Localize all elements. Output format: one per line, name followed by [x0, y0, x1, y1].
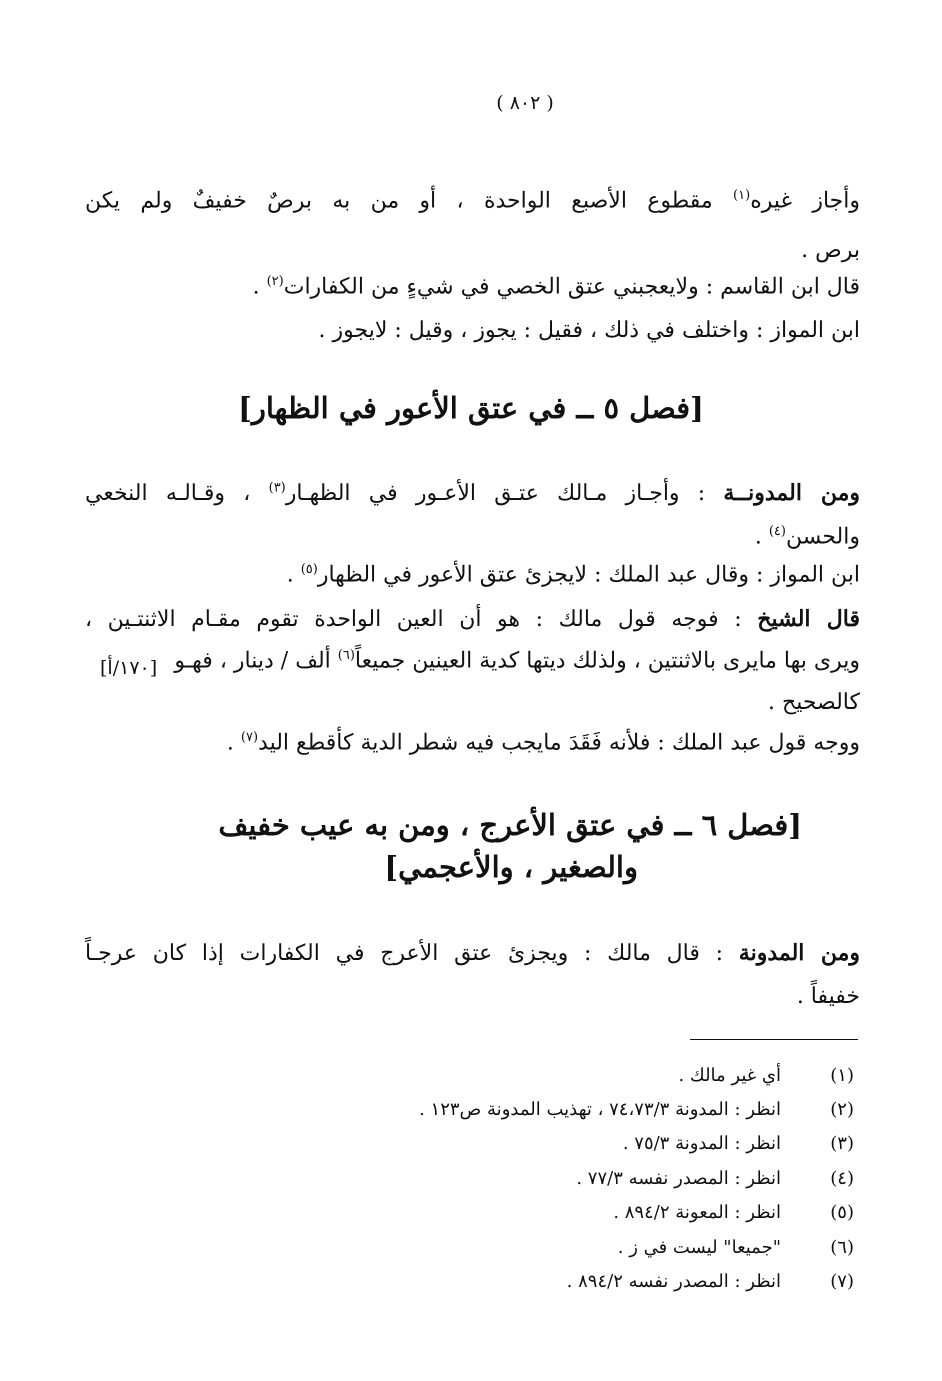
footnote-ref: (٤)	[768, 524, 786, 539]
text: .	[286, 562, 301, 588]
footnote	[613, 1202, 854, 1223]
footnote	[678, 1065, 854, 1086]
text: والحسن	[785, 524, 860, 550]
body-line	[85, 480, 860, 507]
footnote-ref: (٥)	[300, 562, 318, 577]
bold-lead: ومن المدونة	[738, 940, 860, 966]
footnote-text: انظر : المدونة ٧٥/٣ .	[622, 1133, 781, 1154]
footnote-text: "جميعا" ليست في ز .	[617, 1237, 781, 1258]
footnote	[618, 1237, 854, 1258]
text: مقطوع الأصبع الواحدة ، أو من به برصٌ خفيفٌ ولم يكن	[85, 188, 734, 214]
footnote-ref: (٧)	[240, 730, 259, 745]
footnote-number: (١)	[830, 1065, 854, 1086]
body-line	[801, 238, 860, 264]
footnote-number: (٢)	[830, 1099, 854, 1120]
text: ، وقـالـه النخعي	[85, 481, 269, 506]
page-number: ( ٨٠٢ )	[496, 92, 554, 114]
footnote-text: انظر : المعونة ٨٩٤/٢ .	[613, 1202, 781, 1223]
body-line	[85, 188, 860, 215]
footnote-text: انظر : المدونة ٧٤،٧٣/٣ ، تهذيب المدونة ص١٢٣ .	[419, 1099, 781, 1120]
footnote-text: انظر : المصدر نفسه ٨٩٤/٢ .	[566, 1271, 781, 1292]
text: .	[226, 730, 241, 756]
footnote-text: أي غير مالك .	[678, 1065, 781, 1086]
footnote	[623, 1133, 854, 1154]
text: قال ابن القاسم : ولايعجبني عتق الخصي في شيءٍ من الكفارات	[283, 274, 860, 300]
footnote-ref: (٢)	[266, 274, 284, 289]
text: .	[252, 274, 267, 300]
bold-lead: قال الشيخ	[757, 606, 860, 632]
footnote-separator	[690, 1039, 858, 1040]
body-line	[85, 940, 860, 967]
body-line	[797, 984, 860, 1010]
footnote-ref: (٦)	[337, 648, 355, 663]
footnote-number: (٧)	[830, 1271, 854, 1292]
text: كالصحيح .	[768, 690, 860, 715]
body-line	[319, 318, 860, 344]
footnote	[567, 1271, 854, 1292]
footnote	[419, 1099, 854, 1120]
text: برص .	[801, 238, 860, 263]
body-line	[174, 648, 860, 675]
text: : قال مالك : ويجزئ عتق الأعرج في الكفارات إذا كان عرجـاً	[85, 941, 739, 966]
text: ابن المواز : وقال عبد الملك : لايجزئ عتق الأعور في الظهار	[317, 562, 860, 588]
text: .	[754, 524, 769, 550]
body-line	[755, 524, 860, 551]
footnote-number: (٤)	[830, 1168, 854, 1189]
text: : وأجـاز مـالك عتـق الأعـور في الظهـار	[285, 481, 724, 506]
text: ألف / دينار ، فهـو	[174, 648, 338, 674]
text: ووجه قول عبد الملك : فلأنه فَقَدَ مايجب فيه شطر الدية كأقطع اليد	[258, 730, 860, 756]
body-line	[85, 606, 860, 633]
text: ويرى بها مايرى بالاثنتين ، ولذلك ديتها كدية العينين جميعاً	[354, 648, 860, 674]
footnote-number: (٥)	[830, 1202, 854, 1223]
footnote	[576, 1168, 854, 1189]
margin-folio-ref: [١٧٠/أ]	[100, 657, 158, 679]
body-line	[287, 562, 860, 589]
body-line	[768, 690, 860, 716]
text: وأجاز غيره	[750, 188, 860, 214]
section-heading: [فصل ٦ ــ في عتق الأعرج ، ومن به عيب خفيف	[218, 808, 802, 842]
bold-lead: ومن المدونــة	[723, 480, 860, 506]
footnote-text: انظر : المصدر نفسه ٧٧/٣ .	[576, 1168, 781, 1189]
body-line	[227, 730, 860, 757]
footnote-ref: (٣)	[268, 480, 286, 496]
footnote-ref: (١)	[733, 188, 751, 203]
text: ابن المواز : واختلف في ذلك ، فقيل : يجوز ، وقيل : لايجوز .	[318, 318, 860, 343]
footnote-number: (٣)	[830, 1133, 854, 1154]
text: خفيفاً .	[796, 984, 860, 1009]
section-heading: [فصل ٥ ــ في عتق الأعور في الظهار]	[238, 391, 704, 425]
body-line	[253, 274, 860, 301]
footnote-number: (٦)	[830, 1237, 854, 1258]
section-heading-line2: والصغير ، والأعجمي]	[384, 850, 638, 884]
text: : فوجه قول مالك : هو أن العين الواحدة تقوم مقـام الاثنتـين ،	[85, 607, 758, 632]
